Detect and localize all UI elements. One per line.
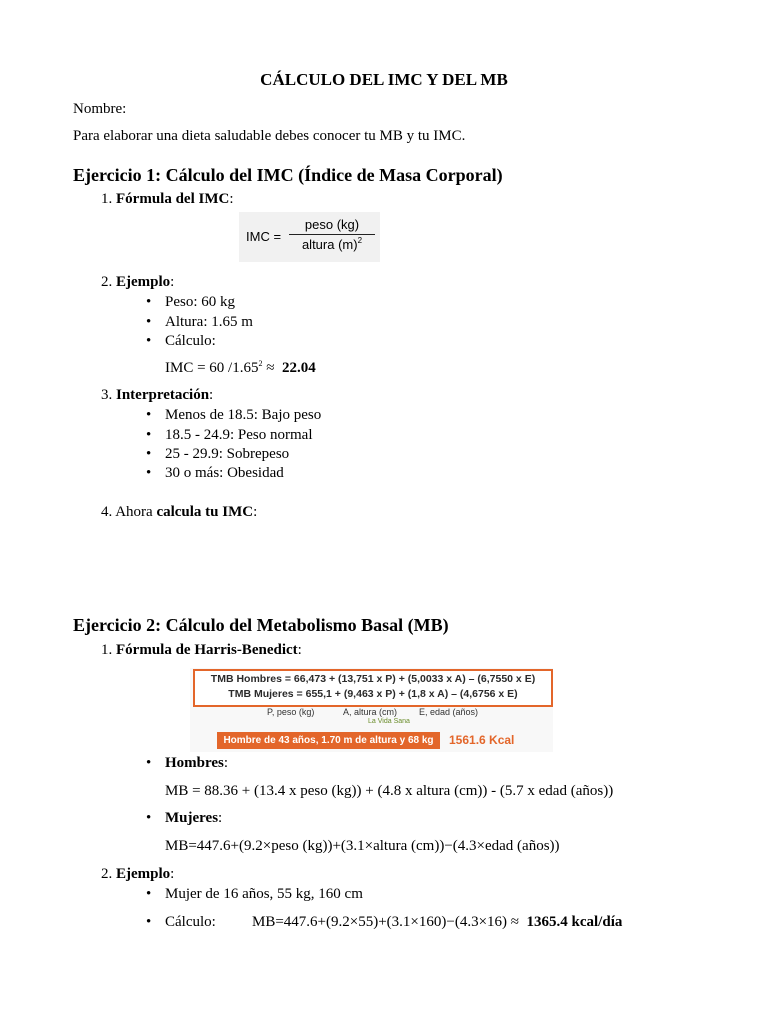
ex2-item-2 — [101, 867, 174, 882]
list-number: 1. — [101, 191, 113, 207]
legend-age: E, edad (años) — [419, 707, 479, 717]
mb-calc — [252, 915, 622, 930]
list-item: 18.5 - 24.9: Peso normal — [165, 427, 313, 443]
ex1-item-4 — [101, 505, 257, 520]
colon: : — [170, 274, 175, 290]
example-bar: Hombre de 43 años, 1.70 m de altura y 68 kg — [217, 732, 440, 749]
tmb-men-line: TMB Hombres = 66,473 + (13,751 x P) + (5,0033 x A) – (6,7550 x E) — [210, 673, 536, 685]
list-number: 2. — [101, 274, 113, 290]
bullet-marker: • — [146, 407, 152, 423]
men-label: Hombres — [165, 755, 224, 771]
page-title: CÁLCULO DEL IMC Y DEL MB — [260, 70, 508, 89]
example-result: 1561.6 Kcal — [449, 733, 515, 747]
exercise-1-heading: Ejercicio 1: Cálculo del IMC (Índice de Masa Corporal) — [73, 165, 503, 185]
list-number: 2. — [101, 866, 113, 882]
list-number: 3. — [101, 387, 113, 403]
formula-lhs: IMC = — [246, 229, 282, 244]
calc-result: 1365.4 kcal/día — [526, 914, 623, 930]
calc-approx: ≈ — [262, 360, 279, 376]
formula-denominator: altura (m) — [301, 237, 358, 252]
bullet-marker: • — [146, 446, 152, 462]
colon: : — [297, 642, 302, 658]
women-label: Mujeres — [165, 810, 219, 826]
item-label: calcula tu IMC — [156, 504, 254, 520]
list-number: 4. — [101, 504, 113, 520]
list-item: Menos de 18.5: Bajo peso — [165, 407, 322, 423]
bullet-marker: • — [146, 914, 152, 930]
item-label: Ejemplo — [116, 274, 171, 290]
list-item: 25 - 29.9: Sobrepeso — [165, 446, 290, 462]
bullet-marker: • — [146, 294, 152, 310]
item-label: Fórmula de Harris-Benedict — [116, 642, 298, 658]
formula-numerator: peso (kg) — [304, 217, 360, 232]
ex2-item-1 — [101, 643, 302, 658]
bullet-marker: • — [146, 333, 152, 349]
formula-fraction — [289, 218, 375, 251]
calc-prefix: IMC = 60 /1.65 — [165, 360, 259, 376]
bullet-marker: • — [146, 427, 152, 443]
legend-weight: P, peso (kg) — [267, 707, 315, 717]
colon: : — [223, 755, 229, 771]
women-label-row — [165, 811, 222, 826]
bullet-marker: • — [146, 465, 152, 481]
colon: : — [229, 191, 234, 207]
women-formula: MB=447.6+(9.2×peso (kg))+(3.1×altura (cm))−(4.3×edad (años)) — [165, 838, 560, 854]
calc-exponent: 2 — [258, 359, 263, 368]
item-label: Ejemplo — [116, 866, 171, 882]
ex1-item-2 — [101, 275, 174, 290]
imc-formula-image — [239, 212, 380, 262]
name-label: Nombre: — [73, 101, 127, 117]
calc-formula: MB=447.6+(9.2×55)+(3.1×160)−(4.3×16) ≈ — [252, 914, 523, 930]
legend-height: A, altura (cm) — [343, 707, 398, 717]
tmb-women-line: TMB Mujeres = 655,1 + (9,463 x P) + (1,8 x A) – (4,6756 x E) — [228, 688, 518, 700]
item-label: Fórmula del IMC — [116, 191, 230, 207]
colon: : — [218, 810, 223, 826]
imc-calc — [165, 361, 316, 376]
list-item: Mujer de 16 años, 55 kg, 160 cm — [165, 886, 363, 902]
item-pre: Ahora — [115, 504, 157, 520]
bullet-marker: • — [146, 886, 152, 902]
bullet-marker: • — [146, 810, 152, 826]
fraction-bar — [289, 234, 375, 235]
bullet-marker: • — [146, 755, 152, 771]
harris-benedict-image — [190, 668, 553, 752]
list-number: 1. — [101, 642, 113, 658]
colon: : — [170, 866, 175, 882]
calc-result: 22.04 — [281, 360, 316, 376]
men-formula: MB = 88.36 + (13.4 x peso (kg)) + (4.8 x altura (cm)) - (5.7 x edad (años)) — [165, 783, 614, 799]
calc-label: Cálculo: — [165, 914, 216, 930]
bullet-marker: • — [146, 314, 152, 330]
men-label-row — [165, 756, 228, 771]
list-item: 30 o más: Obesidad — [165, 465, 284, 481]
exercise-2-heading: Ejercicio 2: Cálculo del Metabolismo Basal (MB) — [73, 615, 449, 635]
ex1-item-3 — [101, 388, 213, 403]
formula-box — [193, 669, 553, 707]
colon: : — [253, 504, 258, 520]
formula-denominator-wrap — [289, 238, 375, 251]
ex1-item-1 — [101, 192, 234, 207]
formula-exponent: 2 — [357, 236, 363, 245]
list-item: Altura: 1.65 m — [165, 314, 253, 330]
brand-logo: La Vida Sana — [368, 718, 410, 725]
item-label: Interpretación — [116, 387, 210, 403]
intro-text: Para elaborar una dieta saludable debes conocer tu MB y tu IMC. — [73, 128, 466, 144]
list-item: Cálculo: — [165, 333, 216, 349]
colon: : — [209, 387, 214, 403]
list-item: Peso: 60 kg — [165, 294, 236, 310]
